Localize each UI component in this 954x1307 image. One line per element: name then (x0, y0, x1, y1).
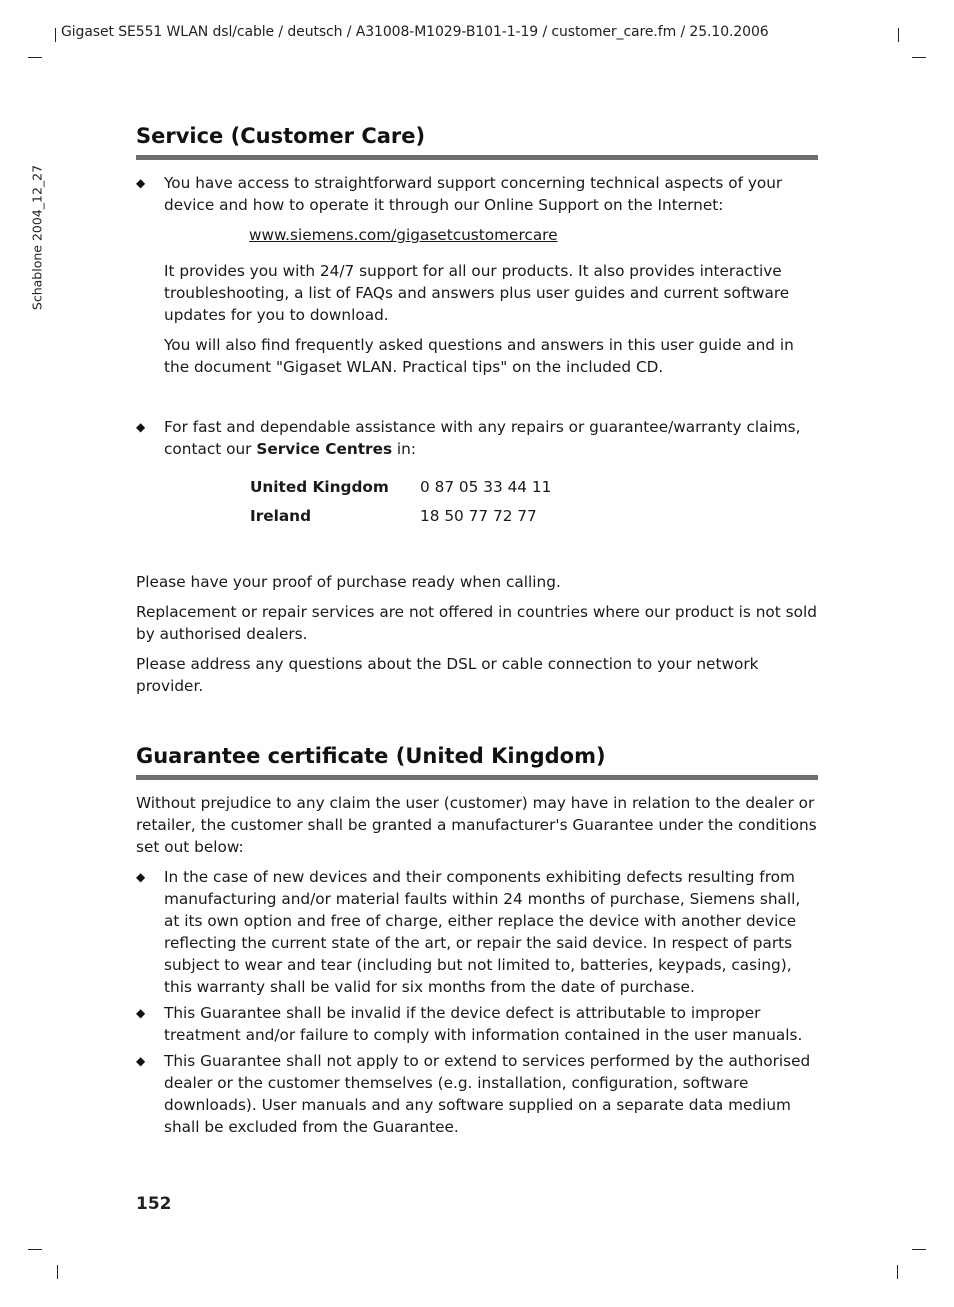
bullet-service-centres-text (164, 416, 818, 460)
guarantee-bullet-text: In the case of new devices and their components exhibiting defects resulting from manufacturing and/or material faults within 24 months of purchase, Siemens shall, at its own option and free of charge, either replace the device with another device reflecting the current state of the art, or repair the said device. In respect of parts subject to wear and tear (including but not limited to, batteries, keypads, casing), this warranty shall be valid for six months from the date of purchase. (164, 868, 801, 996)
faq-note: You will also find frequently asked questions and answers in this user guide and in the document "Gigaset WLAN. Practical tips" on the included CD. (164, 336, 794, 376)
section-rule-service (136, 155, 818, 160)
crop-mark-top-left (28, 57, 42, 58)
service-centres-prefix: For fast and dependable assistance with any repairs or guarantee/warranty claims, contact our (164, 418, 801, 458)
bullet-diamond-icon: ◆ (136, 870, 146, 884)
guarantee-bullet (136, 1002, 818, 1046)
guarantee-intro: Without prejudice to any claim the user (customer) may have in relation to the dealer or retailer, the customer shall be granted a manufacturer's Guarantee under the conditions set out below: (136, 794, 817, 856)
section-rule-guarantee (136, 775, 818, 780)
proof-of-purchase-note: Please have your proof of purchase ready when calling. (136, 573, 561, 591)
bullet-service-centres (136, 416, 818, 460)
bullet-diamond-icon: ◆ (136, 1006, 146, 1020)
service-centres-bold: Service Centres (256, 440, 393, 458)
bullet-diamond-icon: ◆ (136, 176, 146, 190)
header-right-tick (898, 28, 899, 42)
header-text: Gigaset SE551 WLAN dsl/cable / deutsch / A31008-M1029-B101-1-19 / customer_care.fm / 25.10.2006 (61, 24, 769, 40)
section-title-service: Service (Customer Care) (136, 124, 426, 148)
service-country-uk: United Kingdom (250, 478, 389, 496)
service-phone-ireland: 18 50 77 72 77 (420, 507, 537, 525)
page-number: 152 (136, 1194, 172, 1214)
bullet-online-support-text: You have access to straightforward support concerning technical aspects of your device and how to operate it through our Online Support on the Internet: (164, 174, 783, 214)
crop-mark-bottom-left (28, 1249, 42, 1250)
section-title-guarantee: Guarantee certificate (United Kingdom) (136, 744, 606, 768)
crop-mark-bottom-left-vertical (57, 1265, 58, 1279)
crop-mark-bottom-right-vertical (897, 1265, 898, 1279)
replacement-note: Replacement or repair services are not offered in countries where our product is not sold by authorised dealers. (136, 603, 817, 643)
dsl-note: Please address any questions about the DSL or cable connection to your network provider. (136, 655, 759, 695)
bullet-diamond-icon: ◆ (136, 420, 146, 434)
service-phone-uk: 0 87 05 33 44 11 (420, 478, 552, 496)
service-country-ireland: Ireland (250, 507, 312, 525)
header-left-tick (55, 28, 56, 42)
template-side-label: Schablone 2004_12_27 (29, 164, 45, 311)
guarantee-bullet-text: This Guarantee shall not apply to or extend to services performed by the authorised dealer or the customer themselves (e.g. installation, configuration, software downloads). User manuals and any software supplied on a separate data medium shall be excluded from the Guarantee. (164, 1052, 811, 1136)
guarantee-bullet-text: This Guarantee shall be invalid if the device defect is attributable to improper treatment and/or failure to comply with information contained in the user manuals. (164, 1004, 803, 1044)
bullet-online-support (136, 172, 818, 216)
support-url-link[interactable]: www.siemens.com/gigasetcustomercare (249, 226, 558, 244)
crop-mark-bottom-right (912, 1249, 926, 1250)
bullet-diamond-icon: ◆ (136, 1054, 146, 1068)
support-description: It provides you with 24/7 support for all our products. It also provides interactive troubleshooting, a list of FAQs and answers plus user guides and current software updates for you to download. (164, 262, 790, 324)
crop-mark-top-right (912, 57, 926, 58)
guarantee-bullet (136, 1050, 818, 1138)
guarantee-bullet (136, 866, 818, 998)
service-centres-suffix: in: (392, 440, 417, 458)
